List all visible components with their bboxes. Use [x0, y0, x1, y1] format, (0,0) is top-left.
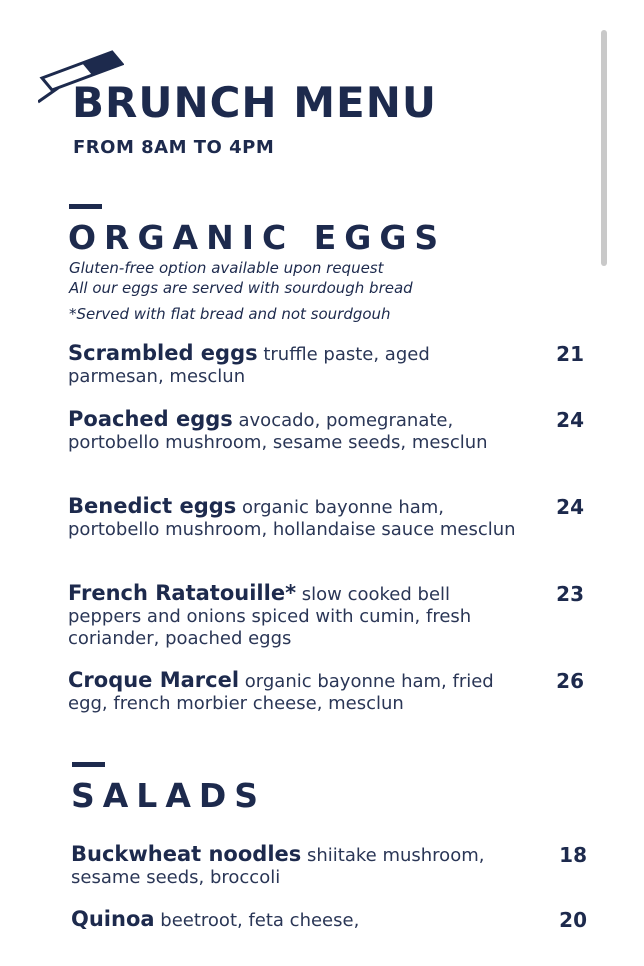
- menu-item-scrambled-eggs: [68, 342, 588, 388]
- item-price: 26: [556, 669, 584, 693]
- scrollbar[interactable]: [601, 30, 607, 266]
- item-description: slow cooked bell peppers and onions spiced with cumin, fresh coriander, poached eggs: [68, 584, 472, 649]
- note-flat-bread: *Served with flat bread and not sourdgouh: [69, 305, 391, 323]
- section-title-salads: SALADS: [71, 776, 267, 815]
- item-name: Poached eggs: [68, 407, 233, 431]
- menu-item-french-ratatouille: [68, 582, 588, 650]
- menu-item-poached-eggs: [68, 408, 588, 454]
- item-description: truffle paste, aged parmesan, mesclun: [68, 344, 430, 387]
- section-notes: [69, 258, 413, 324]
- item-price: 24: [556, 495, 584, 519]
- section-title-organic-eggs: ORGANIC EGGS: [68, 218, 447, 257]
- item-price: 18: [559, 843, 587, 867]
- note-gluten-free: Gluten-free option available upon request: [69, 259, 384, 277]
- item-name: French Ratatouille*: [68, 581, 297, 605]
- item-name: Quinoa: [71, 907, 155, 931]
- page-title: BRUNCH MENU: [72, 78, 437, 127]
- item-description: organic bayonne ham, fried egg, french morbier cheese, mesclun: [68, 671, 494, 714]
- item-price: 24: [556, 408, 584, 432]
- menu-item-buckwheat-noodles: [71, 843, 591, 889]
- item-price: 23: [556, 582, 584, 606]
- item-description: beetroot, feta cheese,: [154, 910, 360, 931]
- section-divider: [72, 762, 105, 767]
- menu-item-benedict-eggs: [68, 495, 588, 541]
- item-name: Buckwheat noodles: [71, 842, 302, 866]
- item-price: 20: [559, 908, 587, 932]
- page-cutoff: [0, 932, 644, 966]
- item-name: Scrambled eggs: [68, 341, 258, 365]
- note-sourdough: All our eggs are served with sourdough bread: [69, 279, 413, 297]
- item-name: Benedict eggs: [68, 494, 237, 518]
- item-name: Croque Marcel: [68, 668, 240, 692]
- opening-hours: FROM 8AM TO 4PM: [73, 137, 275, 158]
- item-description: avocado, pomegranate, portobello mushroom, sesame seeds, mesclun: [68, 410, 488, 453]
- item-price: 21: [556, 342, 584, 366]
- section-divider: [69, 204, 102, 209]
- menu-item-quinoa: [71, 908, 591, 932]
- item-description: organic bayonne ham, portobello mushroom, hollandaise sauce mesclun: [68, 497, 516, 540]
- menu-item-croque-marcel: [68, 669, 588, 715]
- item-description: shiitake mushroom, sesame seeds, broccoli: [71, 845, 485, 888]
